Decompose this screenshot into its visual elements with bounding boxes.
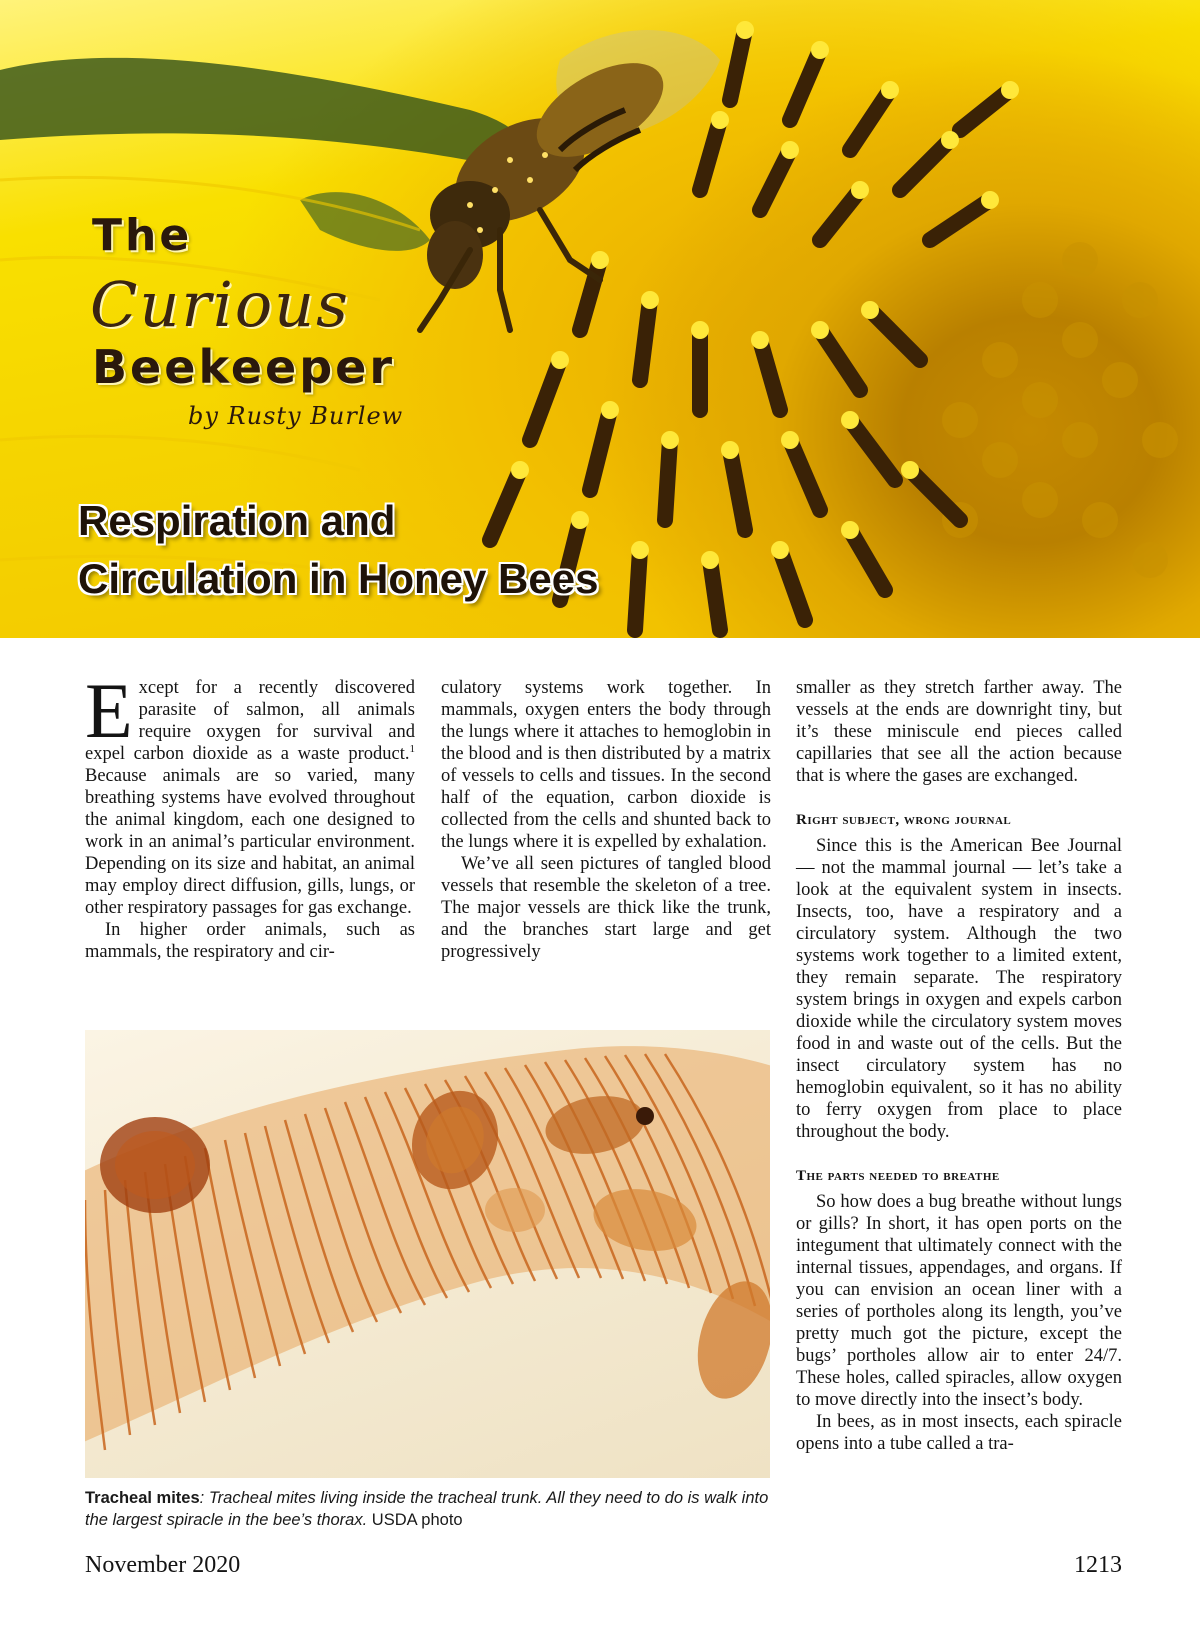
page-number: 1213 — [1074, 1552, 1122, 1578]
text-column-2 — [441, 677, 771, 963]
paragraph: We’ve all seen pictures of tangled blood vessels that resemble the skeleton of a tree. The major vessels are thick like the trunk, and the branches start large and get progressively — [441, 854, 771, 962]
caption-credit: USDA photo — [367, 1511, 463, 1529]
figure-caption — [85, 1487, 775, 1531]
paragraph: So how does a bug breathe without lungs or gills? In short, it has open ports on the integument that ultimately connect with the internal tissues, appendages, and organs. If you can envision an ocean liner with a series of portholes along its length, you’ve pretty much got the picture, except the bugs’ portholes allow air to enter 24/7. These holes, called spiracles, allow oxygen to move directly into the insect’s body. — [796, 1192, 1122, 1410]
issue-date: November 2020 — [85, 1552, 241, 1578]
mite-icon — [485, 1188, 545, 1232]
mite-icon — [686, 1273, 770, 1407]
article-headline — [78, 492, 598, 608]
mite-icon — [100, 1117, 210, 1213]
caption-title: Tracheal mites — [85, 1489, 200, 1507]
bee-icon — [420, 30, 720, 330]
caption-text: : Tracheal mites living inside the tracheal trunk. All they need to do is walk into the largest spiracle in the bee’s thorax. — [85, 1489, 769, 1529]
subheading: Right subject, wrong journal — [796, 812, 1012, 828]
drop-cap: E — [85, 667, 133, 754]
paragraph: culatory systems work together. In mammals, oxygen enters the body through the lungs where it attaches to hemoglobin in the blood and is then distributed by a matrix of vessels to cells and tissues. In the second half of the equation, carbon dioxide is collected from the cells and shunted back to the lungs where it is expelled by exhalation. — [441, 678, 771, 852]
paragraph: In higher order animals, such as mammals, the respiratory and cir- — [85, 920, 415, 962]
footnote-marker: 1 — [409, 742, 415, 755]
header-banner — [0, 0, 1200, 638]
series-title-the: The — [92, 210, 193, 261]
headline-line-1: Respiration and — [78, 497, 396, 544]
paragraph: smaller as they stretch farther away. The vessels at the ends are downright tiny, but it’s these miniscule end pieces called capillaries that see all the action because that is where the gases are exchanged. — [796, 678, 1122, 786]
series-title-beekeeper: Beekeeper — [92, 340, 396, 394]
series-title-curious: Curious — [90, 268, 350, 341]
headline-line-2: Circulation in Honey Bees — [78, 555, 599, 602]
text-column-3 — [796, 677, 1122, 1455]
paragraph: Since this is the American Bee Journal — not the mammal journal — let’s take a look at the equivalent system in insects. Insects, too, have a respiratory and a circulatory system. Although the two systems work together to a limited extent, they remain separate. The respiratory system brings in oxygen and expels carbon dioxide while the circulatory system moves food in and waste out of the cells. But the insect circulatory system has no hemoglobin equivalent, so it has no ability to ferry oxygen from place to place throughout the body. — [796, 836, 1122, 1142]
subheading: The parts needed to breathe — [796, 1168, 1000, 1184]
text-column-1 — [85, 667, 415, 963]
micrograph-illustration — [85, 1030, 770, 1478]
paragraph: In bees, as in most insects, each spiracle opens into a tube called a tra- — [796, 1412, 1122, 1454]
paragraph-text: Because animals are so varied, many breathing systems have evolved throughout the animal kingdom, each one designed to work in an animal’s particular environment. Depending on its size and habitat, an animal may employ direct diffusion, gills, lungs, or other respiratory passages for gas exchange. — [85, 766, 415, 918]
paragraph — [85, 667, 415, 919]
tracheal-mites-photo — [85, 1030, 770, 1478]
byline: by Rusty Burlew — [188, 402, 404, 430]
paragraph-text: xcept for a recently discovered parasite of salmon, all animals require oxygen for survival and expel carbon dioxide as a waste product. — [85, 678, 415, 764]
